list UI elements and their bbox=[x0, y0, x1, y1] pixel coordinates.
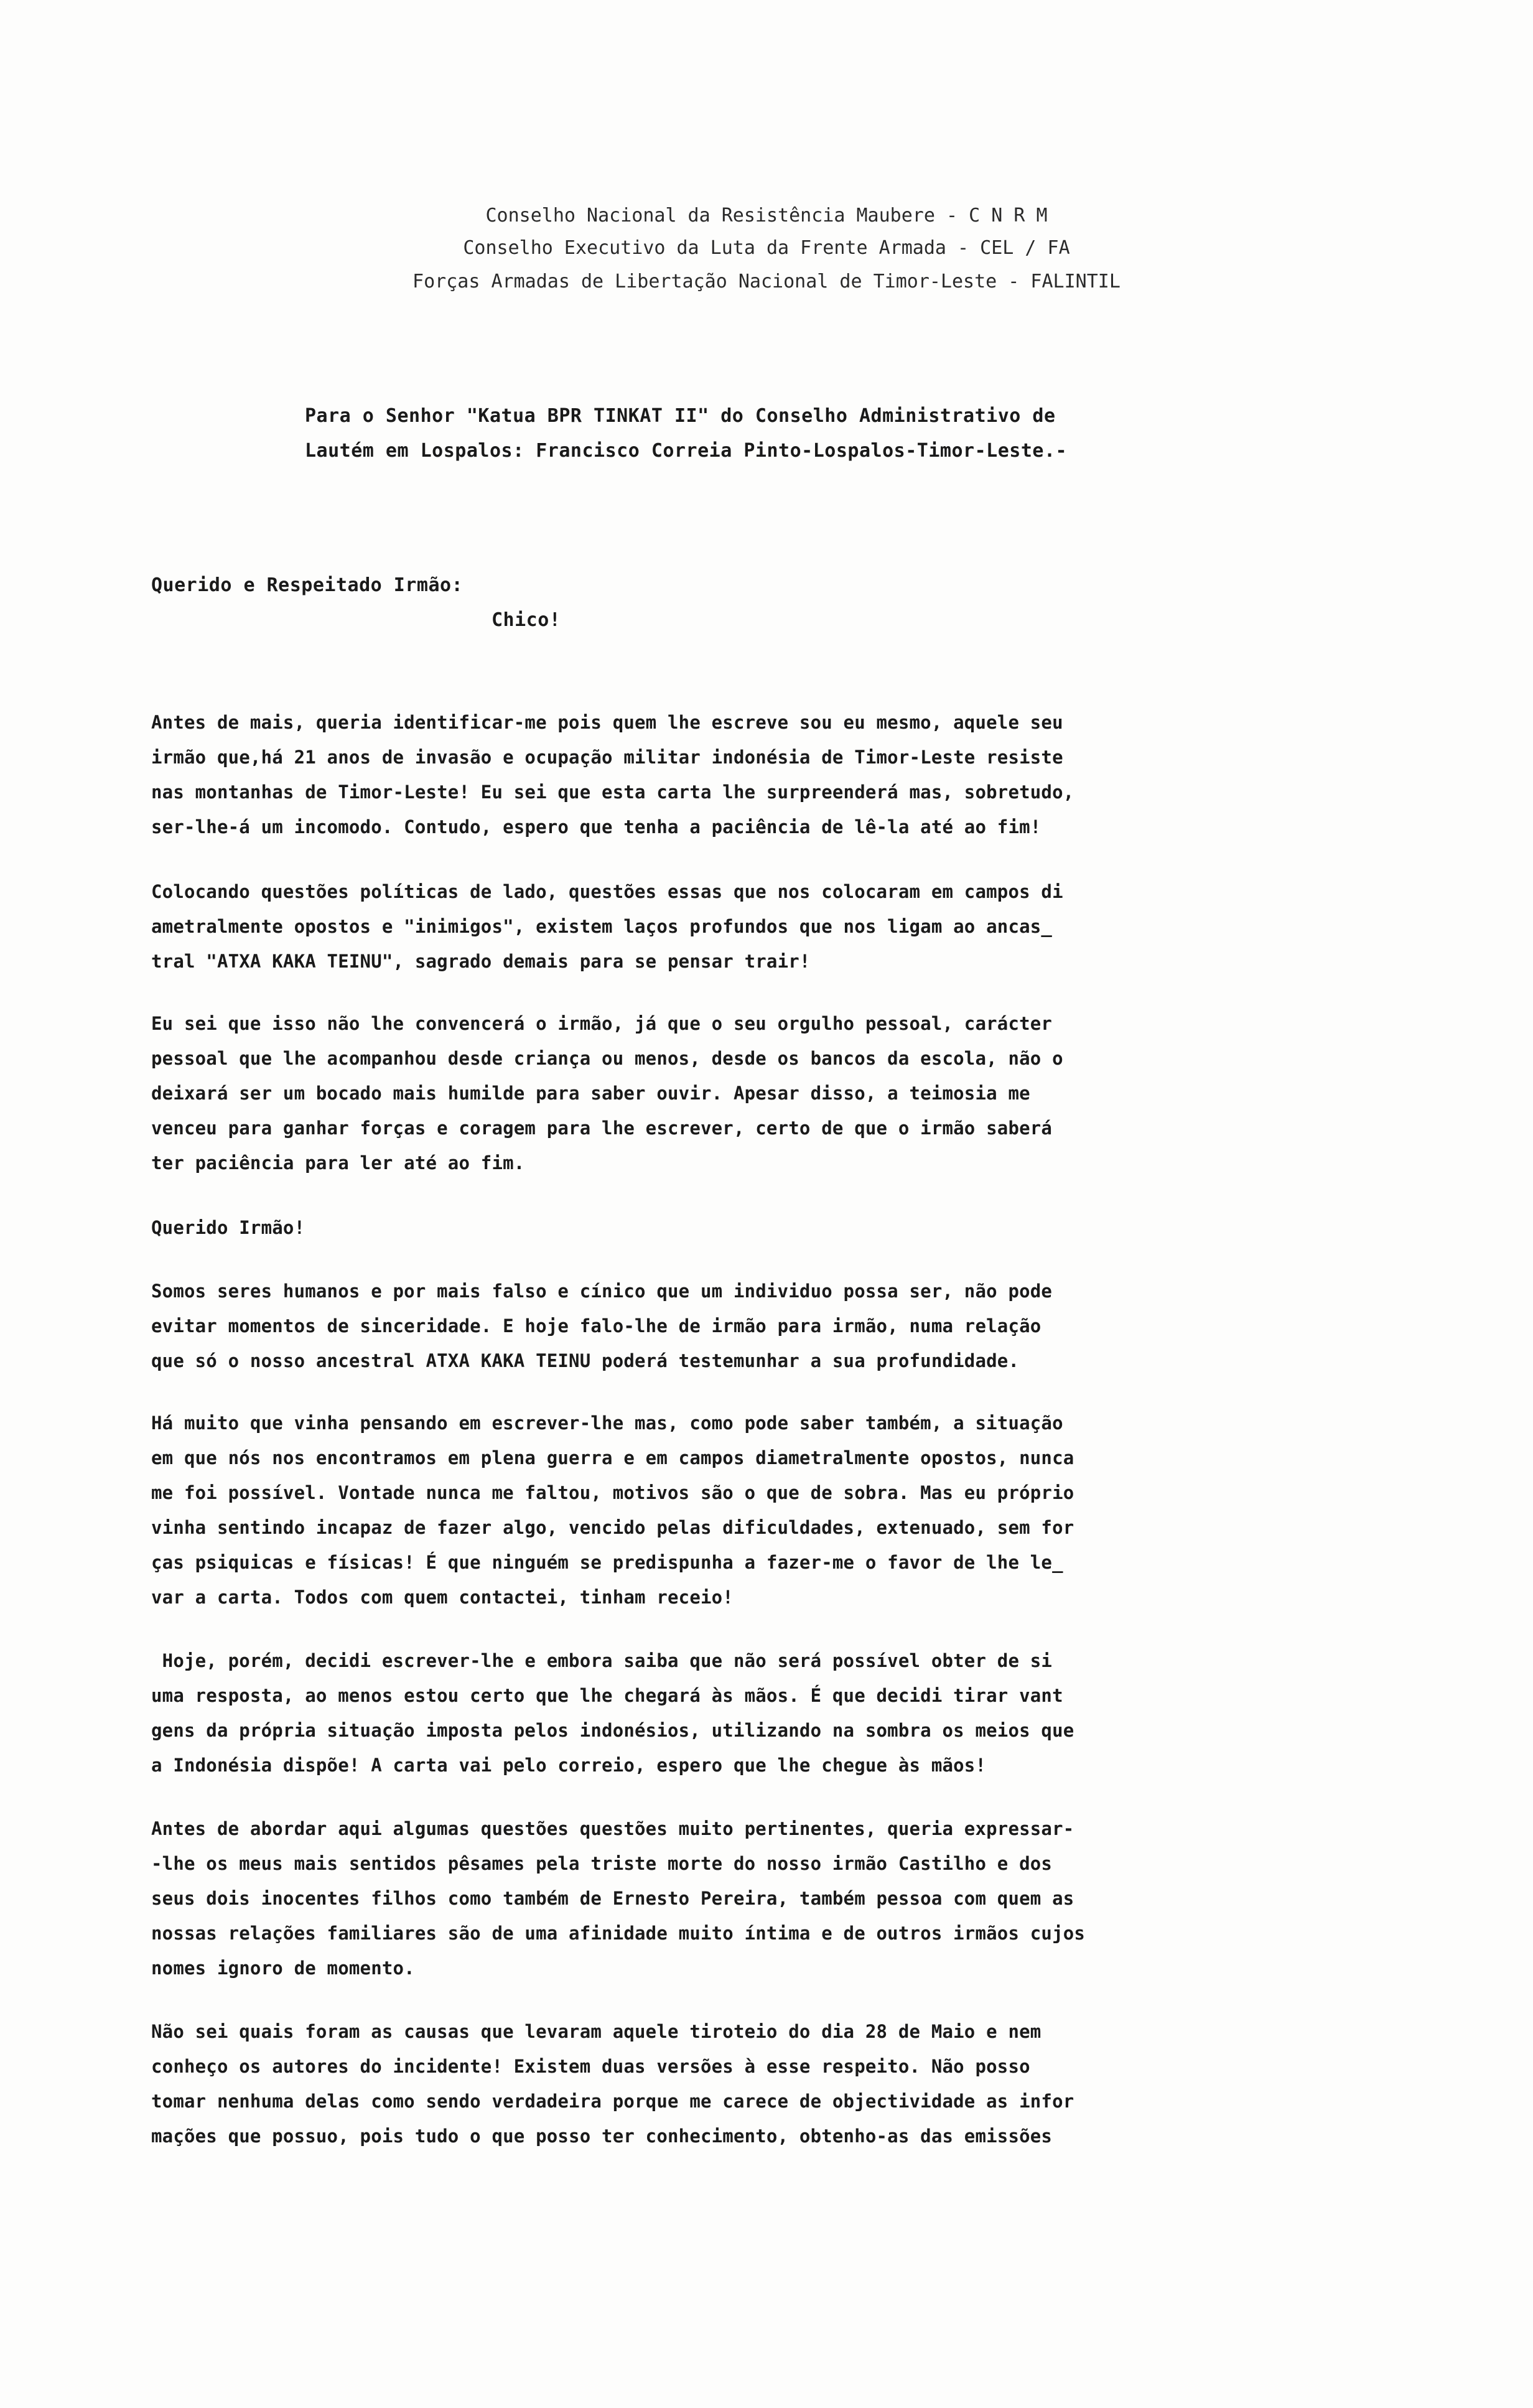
paragraph-line: deixará ser um bocado mais humilde para saber ouvir. Apesar disso, a teimosia me bbox=[151, 1083, 1030, 1104]
paragraph-line: que só o nosso ancestral ATXA KAKA TEINU poderá testemunhar a sua profundidade. bbox=[151, 1350, 1020, 1371]
paragraph-line: em que nós nos encontramos em plena guerra e em campos diametralmente opostos, nunca bbox=[151, 1447, 1074, 1468]
paragraph-line: -lhe os meus mais sentidos pêsames pela triste morte do nosso irmão Castilho e dos bbox=[151, 1853, 1053, 1874]
paragraph-line: Hoje, porém, decidi escrever-lhe e embora saiba que não será possível obter de si bbox=[151, 1650, 1053, 1671]
paragraph-line: seus dois inocentes filhos como também de Ernesto Pereira, também pessoa com quem as bbox=[151, 1888, 1074, 1909]
paragraph-line: nossas relações familiares são de uma afinidade muito íntima e de outros irmãos cujos bbox=[151, 1923, 1086, 1944]
header-line-2: Conselho Executivo da Luta da Frente Armada - CEL / FA bbox=[463, 237, 1070, 259]
paragraph-line: tral "ATXA KAKA TEINU", sagrado demais para se pensar trair! bbox=[151, 951, 811, 972]
paragraph-line: nomes ignoro de momento. bbox=[151, 1958, 415, 1979]
paragraph-line: evitar momentos de sinceridade. E hoje falo-lhe de irmão para irmão, numa relação bbox=[151, 1315, 1041, 1337]
addressee-line-1: Para o Senhor "Katua BPR TINKAT II" do Conselho Administrativo de bbox=[305, 405, 1056, 427]
paragraph-line: Colocando questões políticas de lado, questões essas que nos colocaram em campos di bbox=[151, 881, 1063, 902]
paragraph-line: ametralmente opostos e "inimigos", existem laços profundos que nos ligam ao ancas_ bbox=[151, 916, 1053, 937]
salutation-line-1: Querido e Respeitado Irmão: bbox=[151, 574, 464, 596]
paragraph-line: Não sei quais foram as causas que levaram aquele tiroteio do dia 28 de Maio e nem bbox=[151, 2021, 1041, 2042]
addressee-line-2: Lautém em Lospalos: Francisco Correia Pinto-Lospalos-Timor-Leste.- bbox=[305, 440, 1068, 462]
paragraph-line: Antes de abordar aqui algumas questões questões muito pertinentes, queria expressar- bbox=[151, 1818, 1074, 1839]
paragraph-line: tomar nenhuma delas como sendo verdadeira porque me carece de objectividade as infor bbox=[151, 2091, 1074, 2112]
paragraph-line: venceu para ganhar forças e coragem para lhe escrever, certo de que o irmão saberá bbox=[151, 1118, 1053, 1139]
paragraph-line: var a carta. Todos com quem contactei, tinham receio! bbox=[151, 1587, 734, 1608]
paragraph-line: a Indonésia dispõe! A carta vai pelo correio, espero que lhe chegue às mãos! bbox=[151, 1755, 987, 1776]
paragraph-line: pessoal que lhe acompanhou desde criança ou menos, desde os bancos da escola, não o bbox=[151, 1048, 1063, 1069]
paragraph-line: gens da própria situação imposta pelos indonésios, utilizando na sombra os meios que bbox=[151, 1720, 1074, 1741]
paragraph-line: ças psiquicas e físicas! É que ninguém se predispunha a fazer-me o favor de lhe le_ bbox=[151, 1552, 1063, 1573]
paragraph-line: me foi possível. Vontade nunca me faltou, motivos são o que de sobra. Mas eu próprio bbox=[151, 1482, 1074, 1503]
paragraph-line: Querido Irmão! bbox=[151, 1217, 305, 1238]
paragraph-line: conheço os autores do incidente! Existem duas versões à esse respeito. Não posso bbox=[151, 2056, 1030, 2077]
paragraph-line: mações que possuo, pois tudo o que posso ter conhecimento, obtenho-as das emissões bbox=[151, 2126, 1053, 2147]
paragraph-line: ser-lhe-á um incomodo. Contudo, espero que tenha a paciência de lê-la até ao fim! bbox=[151, 816, 1041, 838]
salutation-name: Chico! bbox=[492, 609, 561, 631]
paragraph-line: Somos seres humanos e por mais falso e cínico que um individuo possa ser, não pode bbox=[151, 1281, 1053, 1302]
paragraph-line: vinha sentindo incapaz de fazer algo, vencido pelas dificuldades, extenuado, sem for bbox=[151, 1517, 1074, 1538]
paragraph-line: irmão que,há 21 anos de invasão e ocupação militar indonésia de Timor-Leste resiste bbox=[151, 747, 1063, 768]
header-line-1: Conselho Nacional da Resistência Maubere - C N R M bbox=[485, 205, 1048, 226]
paragraph-line: Há muito que vinha pensando em escrever-lhe mas, como pode saber também, a situação bbox=[151, 1412, 1063, 1434]
header-line-3: Forças Armadas de Libertação Nacional de Timor-Leste - FALINTIL bbox=[412, 271, 1121, 292]
paragraph-line: nas montanhas de Timor-Leste! Eu sei que esta carta lhe surpreenderá mas, sobretudo, bbox=[151, 782, 1074, 803]
paragraph-line: Eu sei que isso não lhe convencerá o irmão, já que o seu orgulho pessoal, carácter bbox=[151, 1013, 1053, 1034]
paragraph-line: Antes de mais, queria identificar-me pois quem lhe escreve sou eu mesmo, aquele seu bbox=[151, 712, 1063, 733]
paragraph-line: ter paciência para ler até ao fim. bbox=[151, 1152, 525, 1174]
paragraph-line: uma resposta, ao menos estou certo que lhe chegará às mãos. É que decidi tirar vant bbox=[151, 1685, 1063, 1706]
